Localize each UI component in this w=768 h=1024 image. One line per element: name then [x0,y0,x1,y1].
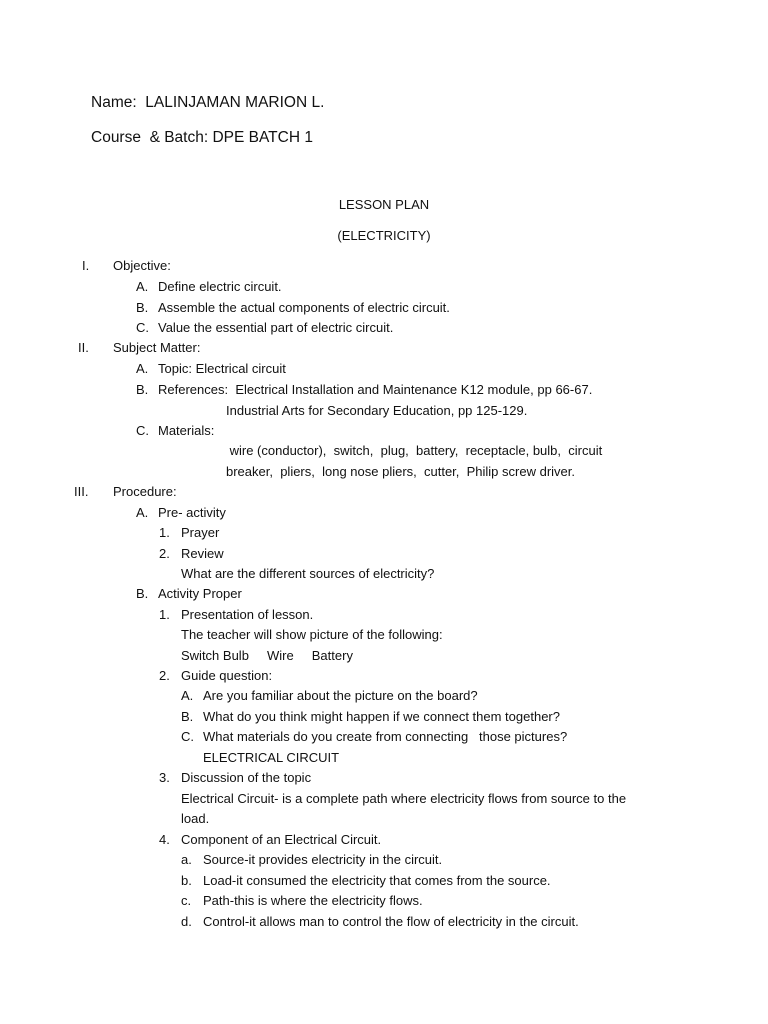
review: Review [181,546,224,561]
list-marker: a. [181,852,192,867]
list-marker: C. [136,320,149,335]
materials-line-2: breaker, pliers, long nose pliers, cutter, Philip screw driver. [226,464,575,479]
component-item: Source-it provides electricity in the circuit. [203,852,443,867]
topic: Topic: Electrical circuit [158,361,286,376]
list-marker: b. [181,873,192,888]
section-heading-subject: Subject Matter: [113,340,201,355]
materials-heading: Materials: [158,423,215,438]
student-name: Name: LALINJAMAN MARION L. [91,94,325,111]
doc-subtitle: (ELECTRICITY) [337,228,431,243]
list-marker: B. [136,300,149,315]
reference-2: Industrial Arts for Secondary Education, pp 125-129. [226,403,528,418]
presentation: Presentation of lesson. [181,607,314,622]
list-marker: C. [181,729,194,744]
list-item: Define electric circuit. [158,279,282,294]
list-marker: 4. [159,832,170,847]
section-number: I. [82,258,90,273]
list-item: Value the essential part of electric circuit. [158,320,394,335]
list-marker: 1. [159,607,170,622]
list-marker: B. [136,586,149,601]
list-marker: 2. [159,546,170,561]
list-marker: A. [181,688,194,703]
list-marker: A. [136,279,149,294]
materials-line-1: wire (conductor), switch, plug, battery, receptacle, bulb, circuit [226,443,603,458]
guide-answer: ELECTRICAL CIRCUIT [203,750,340,765]
section-number: II. [78,340,89,355]
component-item: Path-this is where the electricity flows. [203,893,423,908]
list-marker: 2. [159,668,170,683]
discussion-text: Electrical Circuit- is a complete path where electricity flows from source to the [181,791,627,806]
review-question: What are the different sources of electricity? [181,566,435,581]
presentation-text: The teacher will show picture of the following: [181,627,443,642]
doc-title: LESSON PLAN [338,197,430,212]
list-marker: c. [181,893,192,908]
prayer: Prayer [181,525,220,540]
discussion-heading: Discussion of the topic [181,770,312,785]
activity-proper: Activity Proper [158,586,242,601]
list-marker: C. [136,423,149,438]
list-marker: 1. [159,525,170,540]
list-marker: 3. [159,770,170,785]
list-marker: B. [136,382,149,397]
list-marker: A. [136,361,149,376]
presentation-items: Switch Bulb Wire Battery [181,648,353,663]
list-marker: d. [181,914,192,929]
list-marker: A. [136,505,149,520]
guide-question: What materials do you create from connecting those pictures? [203,729,568,744]
section-heading-objective: Objective: [113,258,171,273]
reference-1: References: Electrical Installation and Maintenance K12 module, pp 66-67. [158,382,593,397]
components-heading: Component of an Electrical Circuit. [181,832,382,847]
pre-activity: Pre- activity [158,505,226,520]
guide-question-heading: Guide question: [181,668,273,683]
guide-question: What do you think might happen if we connect them together? [203,709,560,724]
guide-question: Are you familiar about the picture on the board? [203,688,478,703]
section-heading-procedure: Procedure: [113,484,177,499]
section-number: III. [74,484,89,499]
course-batch: Course & Batch: DPE BATCH 1 [91,129,313,146]
component-item: Load-it consumed the electricity that comes from the source. [203,873,551,888]
component-item: Control-it allows man to control the flow of electricity in the circuit. [203,914,579,929]
discussion-text: load. [181,811,210,826]
list-item: Assemble the actual components of electric circuit. [158,300,450,315]
list-marker: B. [181,709,194,724]
